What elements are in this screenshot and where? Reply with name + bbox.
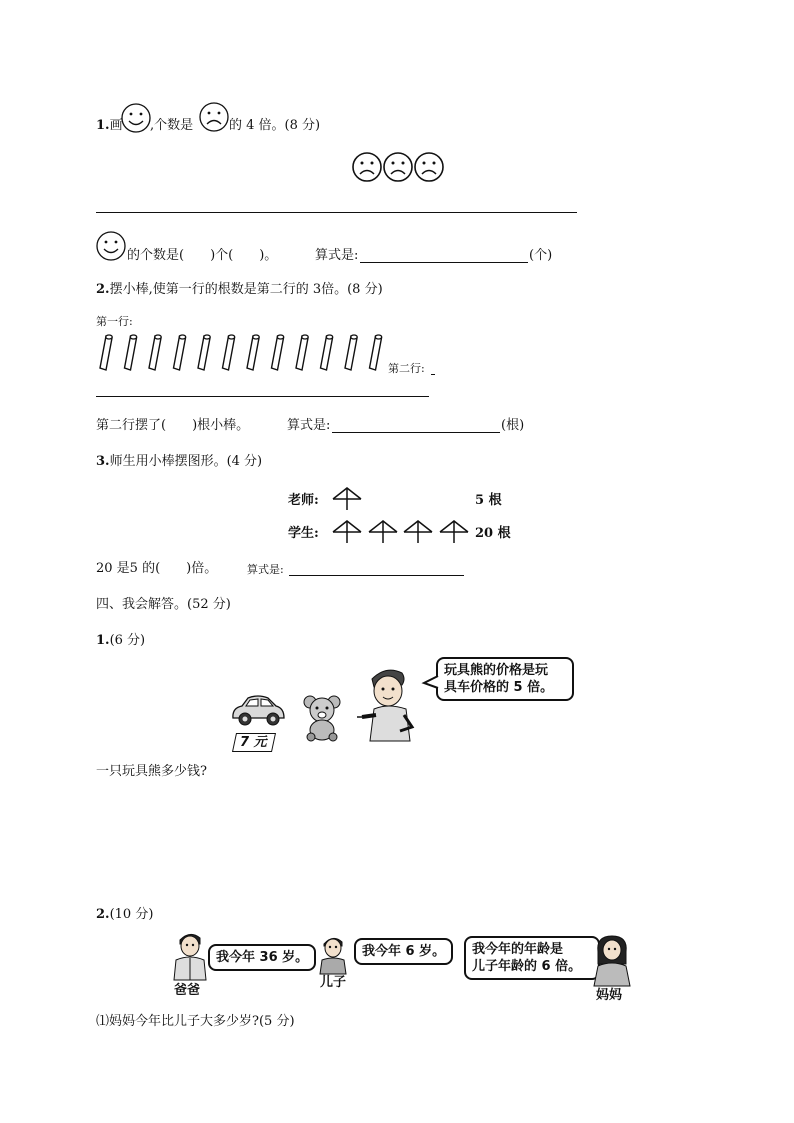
q3-student-count: 20 根 (475, 526, 511, 541)
p2-heading (96, 907, 153, 923)
p2-score: (10 分) (109, 907, 154, 922)
q2-formula-label: 算式是: (287, 418, 331, 433)
smiley-face-icon (96, 231, 126, 261)
p1-speech-line2: 具车价格的 5 倍。 (444, 680, 554, 695)
q3-number: 3. (96, 454, 110, 469)
q3-student-label: 学生: (288, 526, 319, 541)
q3-line (96, 454, 262, 470)
q2-line (96, 282, 383, 298)
umbrella-shape-icon (401, 519, 435, 545)
dad-label: 爸爸 (174, 983, 201, 998)
stick-icon (321, 335, 333, 370)
q2-number: 2. (96, 282, 110, 297)
p1-number: 1. (96, 633, 110, 648)
p1-question: 一只玩具熊多少钱? (96, 764, 207, 779)
section4-title: 四、我会解答。(52 分) (96, 597, 231, 612)
q3-teacher-label: 老师: (288, 493, 319, 508)
q2-row1-label: 第一行: (96, 315, 133, 328)
umbrella-shape-icon (366, 519, 400, 545)
mother-icon (592, 934, 632, 986)
q2-row2-blank[interactable] (431, 374, 435, 375)
sad-face-icon (199, 102, 229, 132)
q3-formula-label: 算式是: (247, 563, 284, 576)
sad-face-icon (352, 152, 382, 182)
mom-speech-bubble (464, 936, 600, 980)
father-icon (170, 930, 210, 980)
dad-speech-bubble (208, 944, 316, 971)
p1-heading (96, 633, 145, 649)
q2-formula-blank[interactable] (332, 432, 500, 433)
umbrella-shape-icon (437, 519, 471, 545)
stick-icon (370, 335, 382, 370)
stick-row (94, 332, 394, 376)
p2-number: 2. (96, 907, 110, 922)
boy-pointing-icon (360, 665, 430, 745)
mom-label: 妈妈 (596, 988, 623, 1003)
teddy-bear-icon (300, 694, 344, 742)
q3-teacher-count: 5 根 (475, 493, 502, 508)
q2-unit: (根) (501, 418, 525, 433)
q1-unit: (个) (529, 248, 553, 263)
stick-icon (296, 335, 308, 370)
stick-icon (345, 335, 357, 370)
umbrella-shape-icon (330, 519, 364, 545)
price-tag-label: 7 元 (240, 735, 267, 750)
p2-sub1: ⑴妈妈今年比儿子大多少岁?(5 分) (96, 1014, 295, 1029)
sad-face-icon (383, 152, 413, 182)
q2-row2-label: 第二行: (388, 362, 425, 375)
q3-text: 师生用小棒摆图形。(4 分) (109, 454, 263, 469)
q2-answer-line: 第二行摆了( )根小棒。 (96, 418, 250, 433)
mom-speech-line2: 儿子年龄的 6 倍。 (472, 959, 582, 974)
q1-formula-label: 算式是: (315, 248, 359, 263)
umbrella-shape-icon (330, 486, 364, 512)
q1-formula-blank[interactable] (360, 262, 528, 263)
q1-number: 1. (96, 118, 110, 133)
q1-answer-line: 的个数是( )个( )。 (127, 248, 278, 263)
q3-formula-blank[interactable] (289, 575, 464, 576)
stick-icon (198, 335, 210, 370)
p1-speech-line1: 玩具熊的价格是玩 (444, 663, 549, 678)
stick-icon (125, 335, 137, 370)
son-speech-bubble (354, 938, 453, 965)
mom-speech-line1: 我今年的年龄是 (472, 942, 564, 957)
son-speech: 我今年 6 岁。 (362, 944, 446, 959)
q1-suffix: 的 4 倍。(8 分) (229, 118, 321, 133)
q1-middle: ,个数是 (150, 118, 194, 133)
p1-score: (6 分) (109, 633, 146, 648)
smiley-face-icon (121, 103, 151, 133)
stick-icon (272, 335, 284, 370)
q3-answer-line: 20 是5 的( )倍。 (96, 561, 218, 576)
q2-drawing-line[interactable] (96, 396, 429, 397)
son-label: 儿子 (320, 975, 347, 990)
q2-text: 摆小棒,使第一行的根数是第二行的 3倍。(8 分) (109, 282, 383, 297)
q1-drawing-line[interactable] (96, 212, 577, 213)
sad-face-icon (414, 152, 444, 182)
p1-speech-bubble (436, 657, 574, 701)
stick-icon (223, 335, 235, 370)
stick-icon (247, 335, 259, 370)
q1-prefix: 画 (109, 118, 123, 133)
dad-speech: 我今年 36 岁。 (216, 950, 309, 965)
stick-icon (149, 335, 161, 370)
toy-car-icon (230, 694, 286, 730)
stick-icon (174, 335, 186, 370)
son-icon (316, 934, 350, 974)
stick-icon (100, 335, 112, 370)
q1-line (96, 118, 123, 134)
speech-tail (424, 676, 438, 690)
